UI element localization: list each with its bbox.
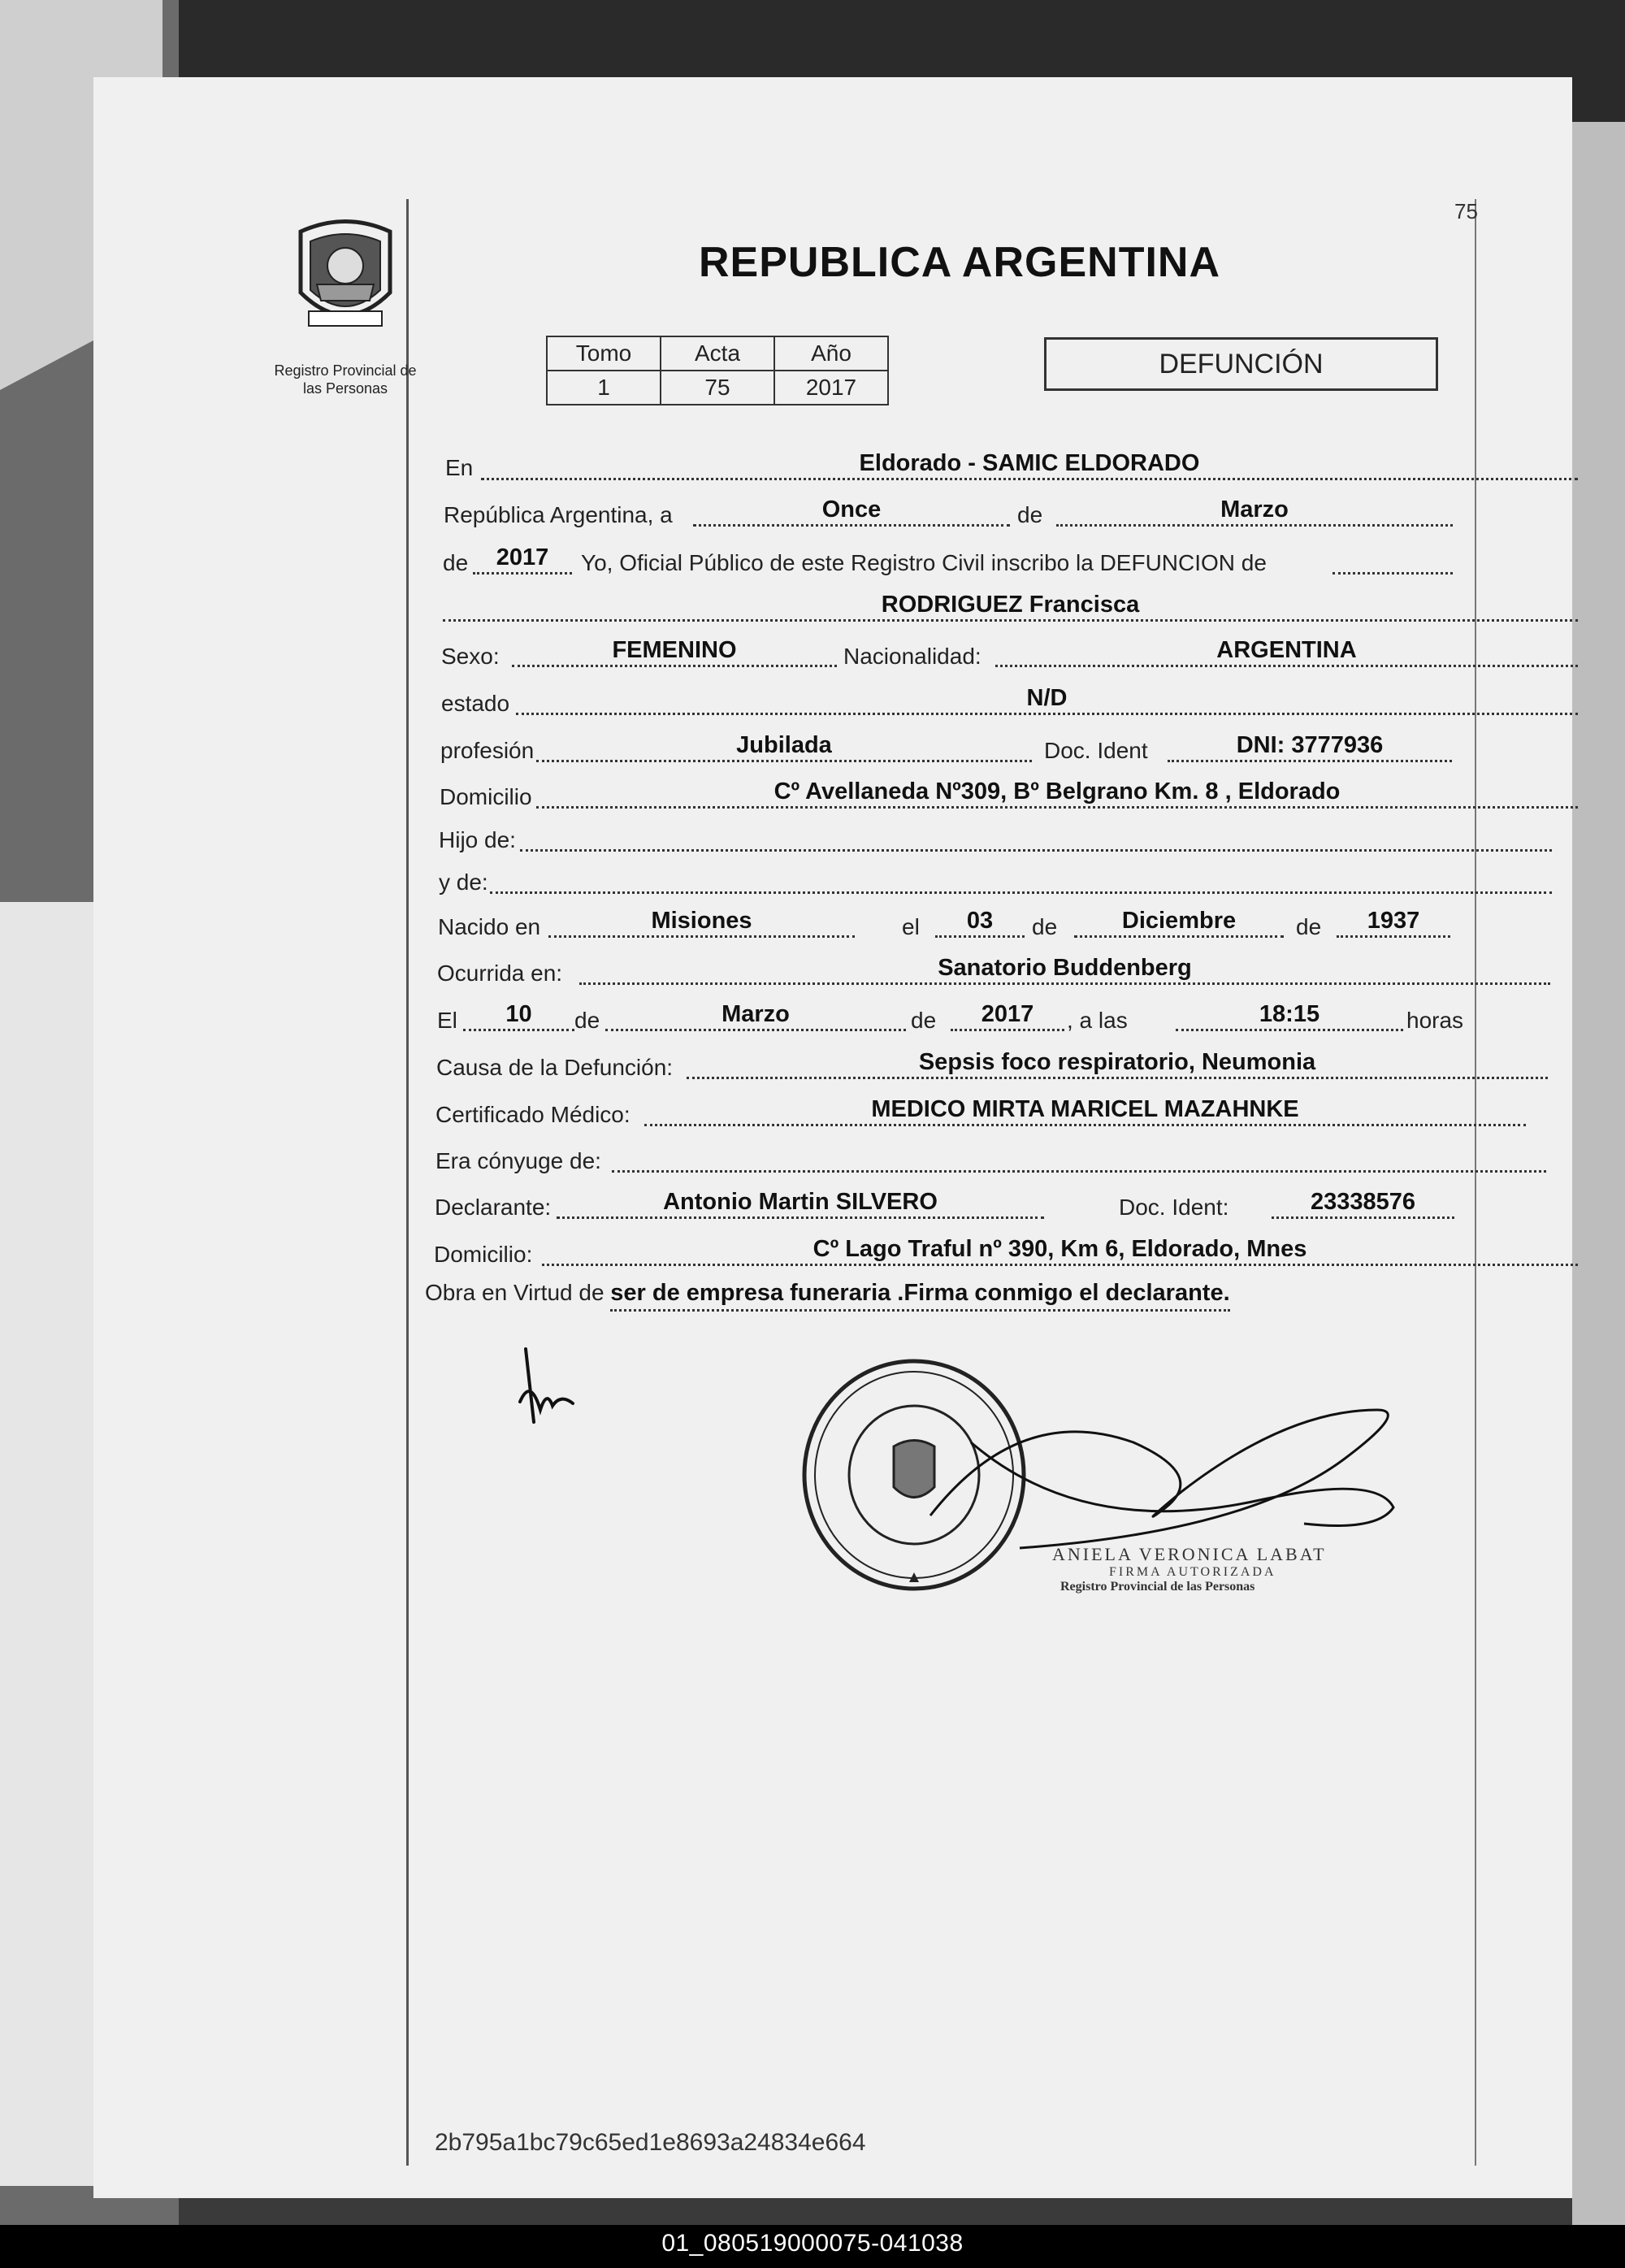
oficial-text: Yo, Oficial Público de este Registro Civil inscribo la DEFUNCION de bbox=[581, 550, 1267, 575]
doc-ident2-field: 23338576 bbox=[1272, 1188, 1454, 1219]
place-field: Eldorado - SAMIC ELDORADO bbox=[481, 449, 1578, 480]
year-field: 2017 bbox=[473, 544, 572, 575]
nacido-anio-field: 1937 bbox=[1337, 907, 1450, 938]
nacionalidad-field: ARGENTINA bbox=[995, 636, 1578, 667]
anio-header: Año bbox=[774, 336, 888, 371]
acta-header: Acta bbox=[661, 336, 774, 371]
nacido-lugar-field: Misiones bbox=[548, 907, 855, 938]
causa-field: Sepsis foco respiratorio, Neumonia bbox=[687, 1048, 1548, 1079]
auth-line1: ANIELA VERONICA LABAT bbox=[1052, 1544, 1327, 1564]
estado-label: estado bbox=[441, 691, 510, 716]
declarante-field: Antonio Martin SILVERO bbox=[557, 1188, 1044, 1219]
de-label: de bbox=[1017, 502, 1043, 527]
def-hora-field: 18:15 bbox=[1176, 1000, 1403, 1031]
nacionalidad-label: Nacionalidad: bbox=[843, 644, 982, 669]
de-mes-label: de bbox=[1032, 914, 1058, 939]
obra-field: ser de empresa funeraria .Firma conmigo el declarante. bbox=[610, 1280, 1229, 1312]
acta-value: 75 bbox=[661, 371, 774, 405]
hijo-de-label: Hijo de: bbox=[439, 827, 516, 852]
conyuge-label: Era cónyuge de: bbox=[436, 1148, 601, 1173]
margin-line-right bbox=[1475, 199, 1476, 2166]
footer-bar bbox=[0, 2225, 1625, 2268]
sexo-label: Sexo: bbox=[441, 644, 500, 669]
el-label: el bbox=[902, 914, 920, 939]
document-hash: 2b795a1bc79c65ed1e8693a24834e664 bbox=[435, 2129, 866, 2156]
auth-line3: Registro Provincial de las Personas bbox=[1060, 1580, 1255, 1594]
background-right-page bbox=[1572, 122, 1625, 2235]
margin-line-left bbox=[406, 199, 409, 2166]
declarant-signature bbox=[516, 1345, 613, 1426]
causa-label: Causa de la Defunción: bbox=[436, 1055, 674, 1080]
province-seal-icon bbox=[292, 215, 398, 337]
doc-ident2-label: Doc. Ident: bbox=[1119, 1195, 1229, 1220]
obra-line bbox=[425, 1280, 1230, 1307]
de-def-anio-label: de bbox=[911, 1008, 937, 1033]
conyuge-field bbox=[612, 1142, 1546, 1173]
ocurrida-field: Sanatorio Buddenberg bbox=[579, 954, 1550, 985]
doc-ident-field: DNI: 3777936 bbox=[1168, 731, 1452, 762]
domicilio-field: Cº Avellaneda Nº309, Bº Belgrano Km. 8 , Eldorado bbox=[536, 778, 1578, 809]
month-field: Marzo bbox=[1056, 496, 1453, 527]
domicilio2-field: Cº Lago Traful nº 390, Km 6, Eldorado, Mnes bbox=[542, 1235, 1578, 1266]
tomo-header: Tomo bbox=[547, 336, 661, 371]
domicilio2-label: Domicilio: bbox=[434, 1242, 533, 1267]
nacido-label: Nacido en bbox=[438, 914, 541, 939]
footer-id: 01_080519000075-041038 bbox=[661, 2230, 964, 2257]
horas-label: horas bbox=[1406, 1008, 1464, 1033]
def-mes-field: Marzo bbox=[605, 1000, 906, 1031]
hijo-de-field bbox=[520, 821, 1552, 852]
certificado-field: MEDICO MIRTA MARICEL MAZAHNKE bbox=[644, 1095, 1526, 1126]
day-words-field: Once bbox=[693, 496, 1010, 527]
profesion-label: profesión bbox=[440, 738, 535, 763]
registry-label-line1: Registro Provincial de bbox=[274, 362, 417, 379]
certificate-page bbox=[93, 77, 1572, 2198]
republica-label: República Argentina, a bbox=[444, 502, 673, 527]
de-anio-label: de bbox=[1296, 914, 1322, 939]
auth-line2: FIRMA AUTORIZADA bbox=[1109, 1565, 1276, 1579]
def-dia-field: 10 bbox=[463, 1000, 574, 1031]
record-type-box: DEFUNCIÓN bbox=[1044, 337, 1438, 391]
a-las-label: , a las bbox=[1067, 1008, 1128, 1033]
doc-ident-label: Doc. Ident bbox=[1044, 738, 1148, 763]
nacido-dia-field: 03 bbox=[935, 907, 1025, 938]
tomo-value: 1 bbox=[547, 371, 661, 405]
obra-label: Obra en Virtud de bbox=[425, 1280, 604, 1305]
document-title: REPUBLICA ARGENTINA bbox=[699, 239, 1221, 286]
de-def-mes-label: de bbox=[574, 1008, 600, 1033]
anio-value: 2017 bbox=[774, 371, 888, 405]
el-date-label: El bbox=[437, 1008, 457, 1033]
estado-field: N/D bbox=[516, 684, 1578, 715]
profesion-field: Jubilada bbox=[536, 731, 1032, 762]
oficial-blank-field bbox=[1332, 544, 1453, 575]
de-year-label: de bbox=[443, 550, 469, 575]
registrar-signature bbox=[922, 1394, 1410, 1556]
authorized-signature-stamp bbox=[1052, 1544, 1377, 1594]
page-number: 75 bbox=[1454, 199, 1478, 223]
en-label: En bbox=[445, 455, 474, 480]
domicilio-label: Domicilio bbox=[440, 784, 532, 809]
y-de-field bbox=[490, 863, 1552, 894]
deceased-name-field: RODRIGUEZ Francisca bbox=[443, 591, 1578, 622]
declarante-label: Declarante: bbox=[435, 1195, 552, 1220]
record-table bbox=[546, 336, 889, 405]
y-de-label: y de: bbox=[439, 869, 488, 895]
ocurrida-label: Ocurrida en: bbox=[437, 961, 563, 986]
registry-label-line2: las Personas bbox=[302, 380, 388, 397]
nacido-mes-field: Diciembre bbox=[1074, 907, 1284, 938]
registry-label bbox=[252, 362, 439, 397]
sexo-field: FEMENINO bbox=[512, 636, 837, 667]
certificado-label: Certificado Médico: bbox=[436, 1102, 630, 1127]
def-anio-field: 2017 bbox=[951, 1000, 1064, 1031]
